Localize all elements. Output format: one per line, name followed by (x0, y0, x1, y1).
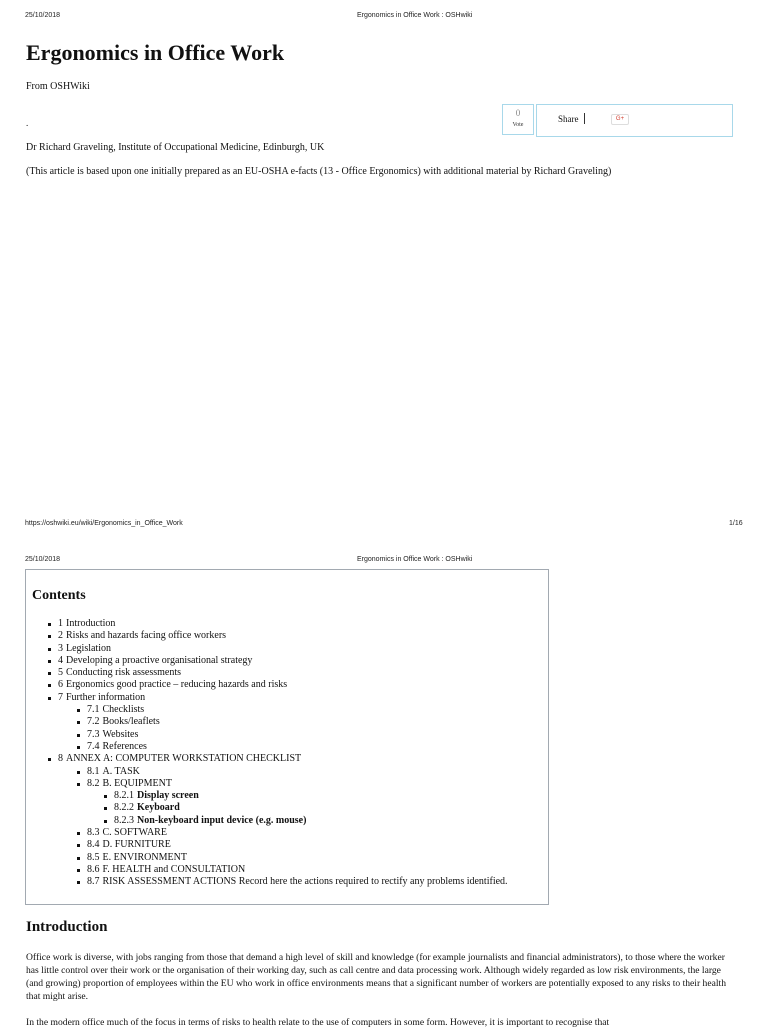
toc-text: D. FURNITURE (102, 839, 171, 851)
print-header-title: Ergonomics in Office Work : OSHwiki (357, 12, 473, 19)
toc-item[interactable] (26, 655, 508, 667)
toc-item[interactable] (26, 839, 508, 851)
toc-item[interactable] (26, 852, 508, 864)
toc-number: 7.3 (87, 728, 100, 740)
toc-item[interactable] (26, 827, 508, 839)
toc-number: 8.1 (87, 765, 100, 777)
toc-text: ANNEX A: COMPUTER WORKSTATION CHECKLIST (66, 753, 302, 765)
toc-item[interactable] (26, 741, 508, 753)
intro-paragraph: Office work is diverse, with jobs ranging from those that demand a high level of skill and knowledge (for example journalists and financial administrators), to those where the worker has little control over their work or the organisation of their working day, such as call centre and data processing work. Although widely regarded as low risk environments, the large (and growing) proportion of employees within the EU who work in office environments means that a significant number of workers are potentially exposed to any risks to their health that might arise. (26, 952, 726, 1002)
toc-text: Introduction (66, 618, 116, 629)
toc-text: Risks and hazards facing office workers (66, 630, 227, 642)
toc-text: A. TASK (102, 765, 140, 777)
toc-number: 3 (58, 642, 63, 654)
toc-number: 8.3 (87, 827, 100, 839)
toc-number: 2 (58, 630, 63, 642)
toc-number: 7.2 (87, 716, 100, 728)
toc-item[interactable] (26, 766, 508, 778)
toc-item[interactable] (26, 753, 508, 765)
toc-number: 8.7 (87, 876, 100, 888)
toc-text: Checklists (102, 704, 145, 716)
toc-text: Display screen (137, 790, 199, 802)
toc-number: 8.4 (87, 839, 100, 851)
vote-label: Vote (512, 122, 524, 128)
toc-text: Ergonomics good practice – reducing hazards and risks (66, 679, 288, 691)
toc-number: 6 (58, 679, 63, 691)
article-note: (This article is based upon one initially prepared as an EU-OSHA e-facts (13 - Office Ergonomics) with additional material by Richard Graveling) (26, 166, 612, 177)
toc-number: 8.5 (87, 851, 100, 863)
toc-text: Conducting risk assessments (66, 667, 181, 679)
toc-item[interactable] (26, 630, 508, 642)
toc-text: E. ENVIRONMENT (102, 851, 187, 863)
toc-number: 8.2.3 (114, 814, 134, 826)
toc-text: References (102, 740, 147, 752)
toc-text: Books/leaflets (102, 716, 160, 728)
toc-item[interactable] (26, 790, 508, 802)
toc-text: Keyboard (137, 802, 180, 814)
share-separator (584, 113, 585, 124)
toc-item[interactable] (26, 729, 508, 741)
separator-dot: . (26, 118, 29, 128)
toc-item[interactable] (26, 815, 508, 827)
toc-number: 1 (58, 618, 63, 629)
table-of-contents (25, 569, 549, 905)
toc-number: 7.4 (87, 740, 100, 752)
print-header-title: Ergonomics in Office Work : OSHwiki (357, 556, 473, 563)
toc-item[interactable] (26, 876, 508, 888)
google-plus-share-button[interactable]: G+ (611, 114, 629, 125)
toc-text: Legislation (66, 642, 111, 654)
toc-number: 8.2.2 (114, 802, 134, 814)
share-bar (536, 104, 733, 137)
toc-item[interactable] (26, 704, 508, 716)
toc-text: Developing a proactive organisational strategy (66, 654, 253, 666)
toc-text: Further information (66, 691, 146, 703)
toc-number: 4 (58, 654, 63, 666)
toc-text: B. EQUIPMENT (102, 777, 172, 789)
print-header-date: 25/10/2018 (25, 12, 61, 19)
print-footer-url: https://oshwiki.eu/wiki/Ergonomics_in_Office_Work (25, 520, 183, 527)
print-footer-page-number: 1/16 (729, 520, 743, 527)
toc-number: 5 (58, 667, 63, 679)
toc-item[interactable] (26, 802, 508, 814)
toc-number: 8 (58, 753, 63, 765)
vote-count: 0 (515, 108, 521, 118)
intro-paragraph: In the modern office much of the focus in terms of risks to health relate to the use of computers in some form. However, it is important to recognise that (26, 1017, 610, 1028)
toc-item[interactable] (26, 643, 508, 655)
toc-list (26, 618, 508, 889)
toc-text: C. SOFTWARE (102, 827, 167, 839)
toc-number: 7.1 (87, 704, 100, 716)
toc-number: 8.2.1 (114, 790, 134, 802)
toc-number: 7 (58, 691, 63, 703)
section-heading-introduction: Introduction (26, 919, 108, 935)
toc-item[interactable] (26, 692, 508, 704)
author-line: Dr Richard Graveling, Institute of Occupational Medicine, Edinburgh, UK (26, 142, 325, 153)
toc-item[interactable] (26, 667, 508, 679)
toc-text: F. HEALTH and CONSULTATION (102, 863, 246, 875)
share-label: Share (558, 114, 579, 124)
toc-number: 8.6 (87, 863, 100, 875)
toc-item[interactable] (26, 716, 508, 728)
toc-number: 8.2 (87, 777, 100, 789)
toc-item[interactable] (26, 864, 508, 876)
source-line: From OSHWiki (26, 81, 90, 92)
toc-item[interactable] (26, 679, 508, 691)
toc-text: Websites (102, 728, 139, 740)
toc-item[interactable] (26, 618, 508, 630)
toc-title: Contents (32, 588, 86, 603)
toc-text: Non-keyboard input device (e.g. mouse) (137, 814, 307, 826)
page-title: Ergonomics in Office Work (26, 40, 285, 65)
toc-text: RISK ASSESSMENT ACTIONS Record here the actions required to rectify any problems identified. (102, 876, 508, 888)
toc-item[interactable] (26, 778, 508, 790)
vote-button[interactable] (502, 104, 534, 135)
print-header-date: 25/10/2018 (25, 556, 61, 563)
